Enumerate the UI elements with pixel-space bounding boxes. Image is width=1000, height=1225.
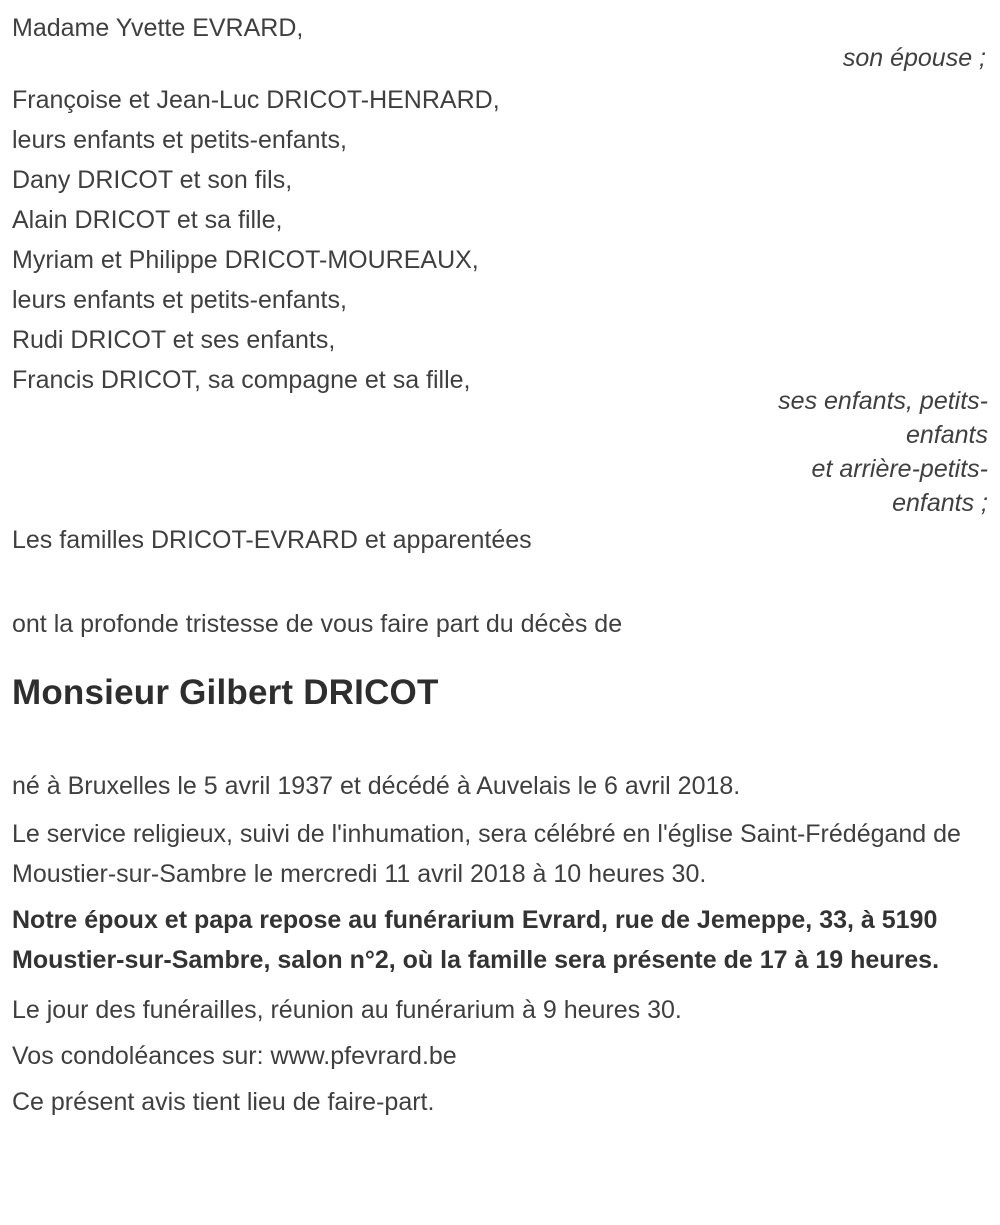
repose-line: Notre époux et papa repose au funérarium Evrard, rue de Jemeppe, 33, à 5190 Moustier-sur-Sambre, salon n°2, où la famille sera présente de 17 à 19 heures.	[12, 906, 940, 974]
family-list	[12, 80, 988, 400]
spouse-line: Madame Yvette EVRARD,	[12, 14, 304, 42]
descendants-note: ses enfants, petits-enfants	[778, 387, 988, 449]
announcement-line: ont la profonde tristesse de vous faire part du décès de	[12, 610, 623, 638]
relations-notes	[738, 384, 988, 520]
funeral-day-line: Le jour des funérailles, réunion au funérarium à 9 heures 30.	[12, 996, 682, 1024]
spouse-relation-note: son épouse ;	[842, 44, 986, 72]
deceased-name-heading: Monsieur Gilbert DRICOT	[12, 673, 439, 712]
birth-death-line: né à Bruxelles le 5 avril 1937 et décédé à Auvelais le 6 avril 2018.	[12, 772, 741, 800]
family-line: Myriam et Philippe DRICOT-MOUREAUX,	[12, 246, 479, 274]
family-line: leurs enfants et petits-enfants,	[12, 286, 347, 314]
condolences-label: Vos condoléances sur:	[12, 1042, 264, 1070]
great-grandchildren-note: et arrière-petits-enfants ;	[811, 455, 988, 517]
condolences-line	[12, 1036, 980, 1076]
family-line: Françoise et Jean-Luc DRICOT-HENRARD,	[12, 86, 500, 114]
family-line: Rudi DRICOT et ses enfants,	[12, 326, 336, 354]
family-line: Alain DRICOT et sa fille,	[12, 206, 283, 234]
families-line: Les familles DRICOT-EVRARD et apparentées	[12, 526, 532, 554]
legal-notice-line: Ce présent avis tient lieu de faire-part.	[12, 1088, 435, 1116]
family-line: Francis DRICOT, sa compagne et sa fille,	[12, 366, 471, 394]
family-line: Dany DRICOT et son fils,	[12, 166, 293, 194]
service-line: Le service religieux, suivi de l'inhumation, sera célébré en l'église Saint-Frédégand de Moustier-sur-Sambre le mercredi 11 avril 2018 à 10 heures 30.	[12, 820, 961, 888]
family-line: leurs enfants et petits-enfants,	[12, 126, 347, 154]
condolences-url[interactable]: www.pfevrard.be	[270, 1042, 457, 1070]
